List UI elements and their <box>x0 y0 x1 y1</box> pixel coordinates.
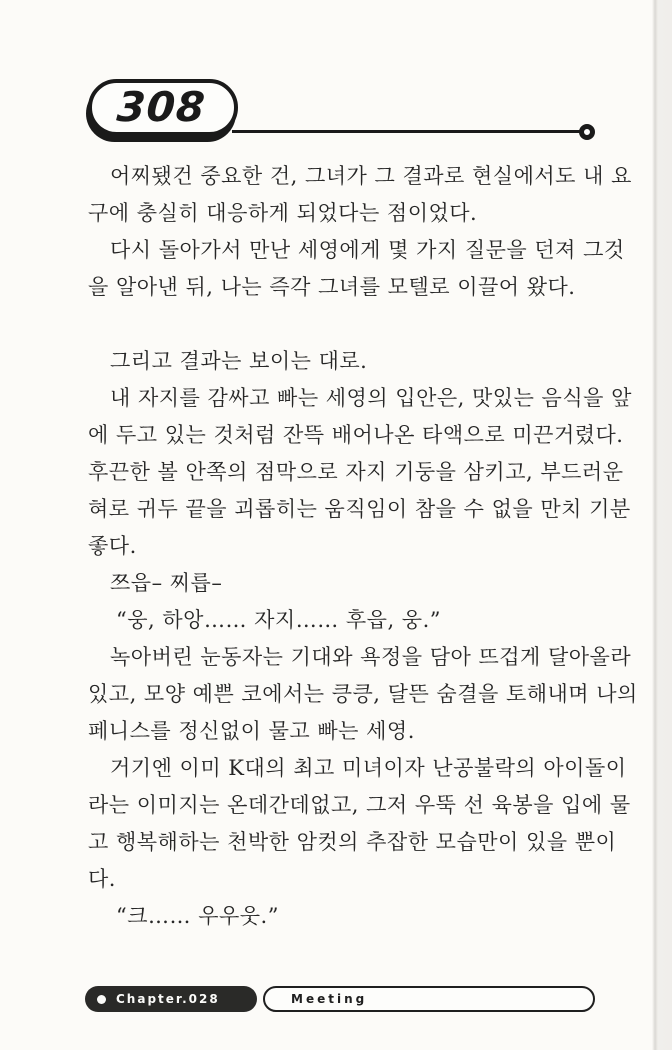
body-text <box>88 158 638 935</box>
text-line: 고 행복해하는 천박한 암컷의 추잡한 모습만이 있을 뿐이 <box>88 830 617 854</box>
text-line: 어찌됐건 중요한 건, 그녀가 그 결과로 현실에서도 내 요 <box>110 164 632 188</box>
page-footer <box>85 986 595 1012</box>
text-line: 라는 이미지는 온데간데없고, 그저 우뚝 선 육봉을 입에 물 <box>88 793 631 817</box>
text-line: 페니스를 정신없이 물고 빠는 세영. <box>88 719 415 743</box>
page-number-badge <box>88 79 238 136</box>
text-line: 쯔읍– 찌릅– <box>110 571 223 595</box>
text-line <box>88 306 598 343</box>
bullet-dot-icon <box>97 995 106 1004</box>
text-line: 좋다. <box>88 534 137 558</box>
page-number: 308 <box>115 83 208 131</box>
chapter-label: Chapter.028 <box>116 991 220 1006</box>
text-line: 다시 돌아가서 만난 세영에게 몇 가지 질문을 던져 그것 <box>110 238 625 262</box>
section-label: Meeting <box>291 991 368 1006</box>
section-badge <box>263 986 595 1012</box>
text-line: “웅, 하앙…… 자지…… 후읍, 웅.” <box>116 608 441 632</box>
text-line: 후끈한 볼 안쪽의 점막으로 자지 기둥을 삼키고, 부드러운 <box>88 460 624 484</box>
text-line: 내 자지를 감싸고 빠는 세영의 입안은, 맛있는 음식을 앞 <box>110 386 632 410</box>
chapter-badge <box>85 986 257 1012</box>
text-line: 다. <box>88 867 116 891</box>
text-line: “크…… 우우웃.” <box>116 904 279 928</box>
header-line-end-ring-icon <box>579 124 595 140</box>
text-line: 녹아버린 눈동자는 기대와 욕정을 담아 뜨겁게 달아올라 <box>110 645 632 669</box>
text-line: 거기엔 이미 K대의 최고 미녀이자 난공불락의 아이돌이 <box>110 756 627 780</box>
header-rule-line <box>232 130 582 133</box>
text-line: 그리고 결과는 보이는 대로. <box>110 349 368 373</box>
text-line: 을 알아낸 뒤, 나는 즉각 그녀를 모텔로 이끌어 왔다. <box>88 275 576 299</box>
text-line: 있고, 모양 예쁜 코에서는 킁킁, 달뜬 숨결을 토해내며 나의 <box>88 682 638 706</box>
text-line: 구에 충실히 대응하게 되었다는 점이었다. <box>88 201 478 225</box>
text-line: 혀로 귀두 끝을 괴롭히는 움직임이 참을 수 없을 만치 기분 <box>88 497 631 521</box>
text-line: 에 두고 있는 것처럼 잔뜩 배어나온 타액으로 미끈거렸다. <box>88 423 624 447</box>
